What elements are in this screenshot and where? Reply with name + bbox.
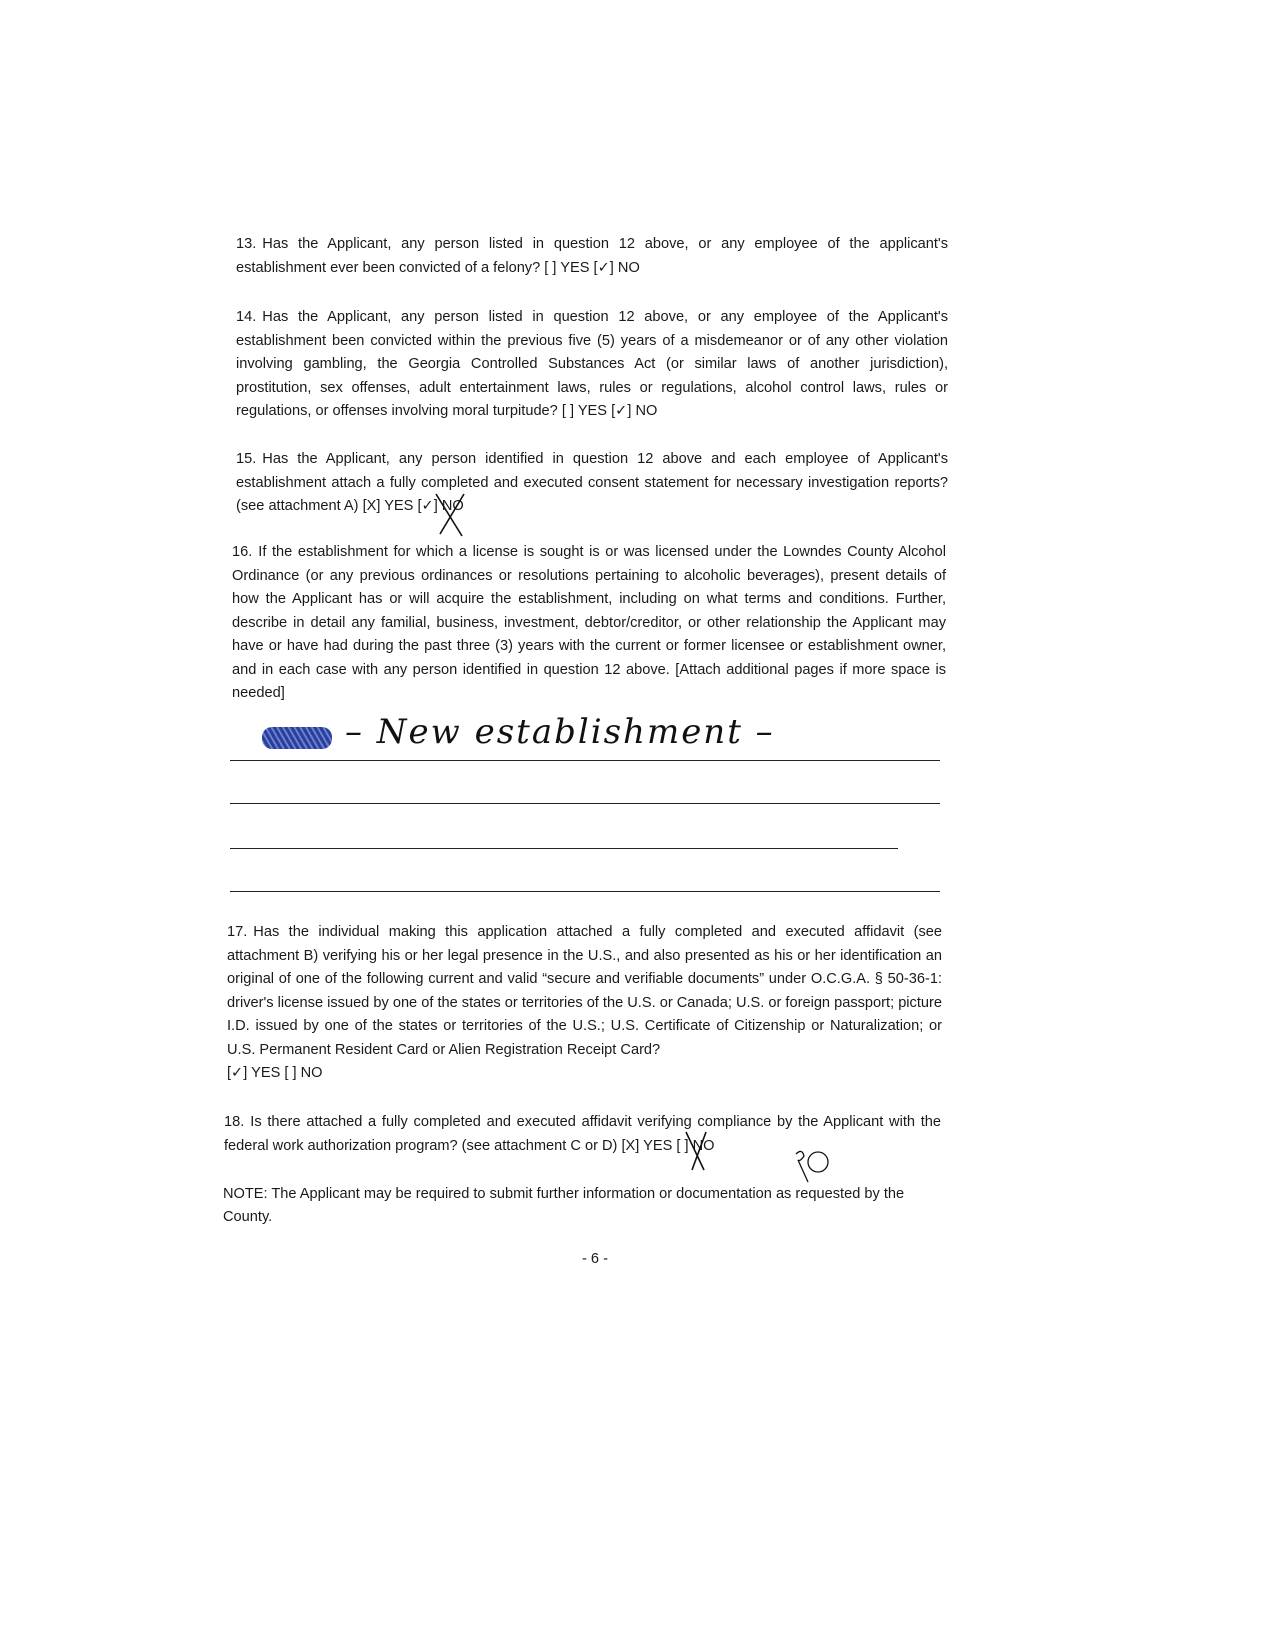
question-text: Has the Applicant, any person identified in question 12 above and each employee of Applicant's establishment attach a fully completed and executed consent statement for necessary investigation reports? (see attachment A) <box>236 451 948 514</box>
question-text: Has the individual making this application attached a fully completed and executed affidavit (see attachment B) verifying his or her legal presence in the U.S., and also presented as his or her identification an original of one of the following current and valid “secure and verifiable documents” under O.C.G.A. § 50-36-1: driver's license issued by one of the states or territories of the U.S. or Canada; U.S. or foreign passport; picture I.D. issued by one of the states or territories of the U.S.; U.S. Certificate of Citizenship or Naturalization; or U.S. Permanent Resident Card or Alien Registration Receipt Card? <box>227 924 942 1058</box>
answer-line <box>230 891 940 892</box>
answer-line <box>230 760 940 761</box>
answer-line <box>230 848 898 849</box>
question-number: 16. <box>232 544 253 560</box>
question-text: Has the Applicant, any person listed in question 12 above, or any employee of the applicant's establishment ever been convicted of a felony? <box>236 236 948 276</box>
question-18 <box>224 1111 941 1158</box>
note-text: NOTE: The Applicant may be required to submit further information or documentation as requested by the County. <box>223 1186 905 1225</box>
answer-checkboxes: [X] YES [ ] NO <box>621 1137 715 1154</box>
answer-checkboxes: [ ] YES [✓] NO <box>561 403 658 419</box>
question-14 <box>236 306 948 424</box>
question-number: 18. <box>224 1114 245 1130</box>
question-number: 13. <box>236 236 257 252</box>
question-16 <box>232 541 946 706</box>
question-17 <box>227 921 942 1086</box>
answer-checkboxes: [✓] YES [ ] NO <box>227 1065 323 1081</box>
question-13 <box>236 233 948 280</box>
question-number: 14. <box>236 309 257 325</box>
answer-checkboxes: [X] YES [✓] NO <box>362 498 464 514</box>
question-number: 15. <box>236 451 257 467</box>
page-number: - 6 - <box>582 1251 608 1267</box>
question-number: 17. <box>227 924 248 940</box>
question-15 <box>236 448 948 519</box>
answer-checkboxes: [ ] YES [✓] NO <box>544 259 640 276</box>
answer-line <box>230 803 940 804</box>
scribbled-out-text <box>262 727 332 749</box>
question-text: If the establishment for which a license is sought is or was licensed under the Lowndes County Alcohol Ordinance (or any previous ordinances or resolutions pertaining to alcoholic beverages), present details of how the Applicant has or will acquire the establishment, including on what terms and conditions. Further, describe in detail any familial, business, investment, debtor/creditor, or other relationship the Applicant may have or have had during the past three (3) years with the current or former licensee or establishment owner, and in each case with any person identified in question 12 above. [Attach additional pages if more space is needed] <box>232 544 946 701</box>
question-text: Is there attached a fully completed and executed affidavit verifying compliance by the Applicant with the federal work authorization program? (see attachment C or D) <box>224 1114 941 1154</box>
handwritten-answer: – New establishment – <box>345 712 775 752</box>
question-text: Has the Applicant, any person listed in question 12 above, or any employee of the Applicant's establishment been convicted within the previous five (5) years of a misdemeanor or of any other violation involving gambling, the Georgia Controlled Substances Act (or similar laws of another jurisdiction), prostitution, sex offenses, adult entertainment laws, rules or regulations, alcohol control laws, rules or regulations, or offenses involving moral turpitude? <box>236 309 948 419</box>
